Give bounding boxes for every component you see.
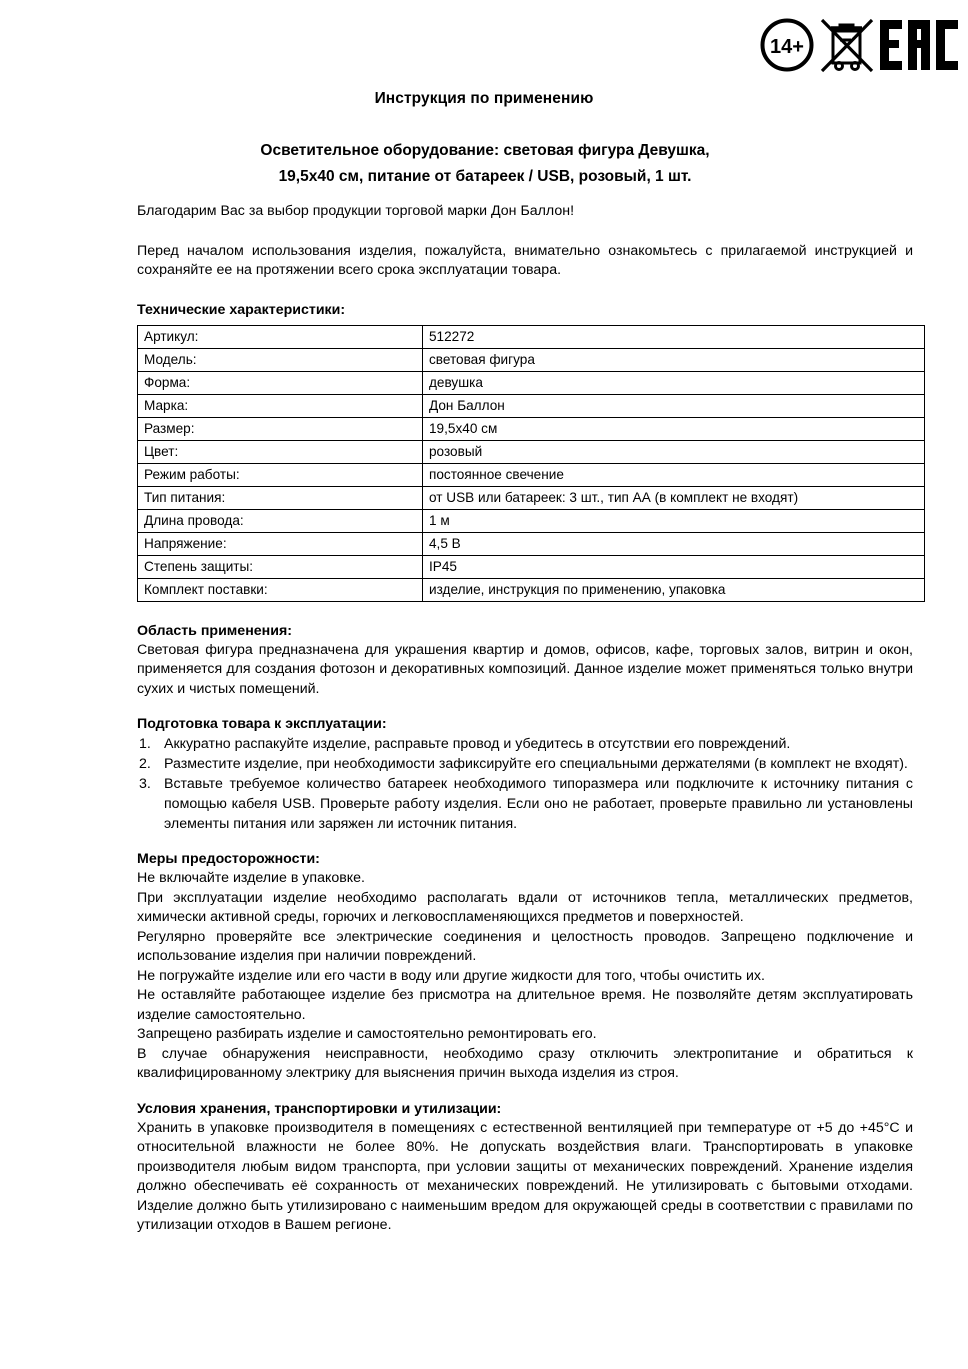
precaution-item: Не погружайте изделие или его части в воду или другие жидкости для того, чтобы очистить их.	[137, 967, 765, 984]
precaution-item: Регулярно проверяйте все электрические соединения и целостность проводов. Запрещено подключение и использование изделия при наличии повреждений.	[137, 928, 913, 964]
table-row	[138, 348, 925, 371]
table-row	[138, 371, 925, 394]
precaution-item: Не оставляйте работающее изделие без присмотра на длительное время. Не позволяйте детям эксплуатировать изделие самостоятельно.	[137, 987, 913, 1023]
spec-value: девушка	[423, 371, 925, 394]
spec-value: IP45	[423, 555, 925, 578]
precaution-item: При эксплуатации изделие необходимо располагать вдали от источников тепла, металлических предметов, химически активной среды, горючих и легковоспламеняющихся предметов и поверхностей.	[137, 889, 913, 925]
specifications-table	[137, 325, 925, 602]
preparation-heading: Подготовка товара к эксплуатации:	[137, 716, 387, 732]
spec-key: Напряжение:	[138, 532, 423, 555]
list-item: Разместите изделие, при необходимости зафиксируйте его специальными держателями (в комплект не входят).	[164, 756, 908, 772]
precautions-heading: Меры предосторожности:	[137, 851, 320, 867]
table-row	[138, 440, 925, 463]
thanks-paragraph: Благодарим Вас за выбор продукции торговой марки Дон Баллон!	[137, 203, 575, 219]
spec-value: 19,5х40 см	[423, 417, 925, 440]
age-14-plus-icon	[758, 16, 816, 74]
table-row	[138, 394, 925, 417]
weee-crossed-out-bin-icon	[818, 14, 876, 76]
notice-paragraph: Перед началом использования изделия, пожалуйста, внимательно ознакомьтесь с прилагаемой инструкцией и сохраняйте ее на протяжении всего срока эксплуатации товара.	[137, 242, 913, 278]
list-item: Аккуратно распакуйте изделие, расправьте провод и убедитесь в отсутствии его повреждений.	[164, 736, 791, 752]
spec-value: 4,5 В	[423, 532, 925, 555]
spec-key: Режим работы:	[138, 463, 423, 486]
document-body	[137, 202, 913, 1236]
spec-value: 1 м	[423, 509, 925, 532]
table-row	[138, 578, 925, 601]
table-row	[138, 463, 925, 486]
storage-text: Хранить в упаковке производителя в помещениях с естественной вентиляцией при температуре от +5 до +45°С и относительной влажности не более 80%. Не допускать воздействия влаги. Транспортировать в упаковке производителя любым видом транспорта, при условии защиты от механических повреждений. Хранение изделия должно обеспечивать её сохранность от механических повреждений. Не утилизировать с бытовыми отходами. Изделие должно быть утилизировано с наименьшим вредом для окружающей среды в соответствии с правилами по утилизации отходов в Вашем регионе.	[137, 1119, 913, 1233]
spec-value: 512272	[423, 325, 925, 348]
table-row	[138, 509, 925, 532]
table-row	[138, 486, 925, 509]
spec-key: Модель:	[138, 348, 423, 371]
storage-heading: Условия хранения, транспортировки и утилизации:	[137, 1100, 502, 1117]
precaution-item: В случае обнаружения неисправности, необходимо сразу отключить электропитание и обратиться к квалифицированному электрику для выяснения причин выхода изделия из строя.	[137, 1045, 913, 1081]
product-title	[140, 138, 830, 190]
product-title-line-2: 19,5х40 см, питание от батареек / USB, розовый, 1 шт.	[278, 168, 692, 185]
precaution-item: Не включайте изделие в упаковке.	[137, 870, 365, 886]
table-row	[138, 417, 925, 440]
spec-value: световая фигура	[423, 348, 925, 371]
spec-key: Степень защиты:	[138, 555, 423, 578]
application-heading: Область применения:	[137, 622, 292, 639]
spec-key: Марка:	[138, 394, 423, 417]
spec-key: Размер:	[138, 417, 423, 440]
spec-value: Дон Баллон	[423, 394, 925, 417]
table-row	[138, 555, 925, 578]
specs-heading: Технические характеристики:	[137, 301, 346, 318]
list-item: Вставьте требуемое количество батареек необходимого типоразмера или подключите к источнику питания с помощью кабеля USB. Проверьте работу изделия. Если оно не работает, проверьте правильно ли установлены элементы питания или заряжен ли источник питания.	[164, 776, 913, 832]
spec-value: постоянное свечение	[423, 463, 925, 486]
document-title: Инструкция по применению	[374, 90, 594, 107]
spec-value: изделие, инструкция по применению, упаковка	[423, 578, 925, 601]
preparation-steps	[137, 734, 913, 834]
application-text: Световая фигура предназначена для украшения квартир и домов, офисов, кафе, торговых залов, витрин и окон, применяется для создания фотозон и декоративных композиций. Данное изделие может применяться только внутри сухих и чистых помещений.	[137, 641, 913, 697]
spec-key: Цвет:	[138, 440, 423, 463]
table-row	[138, 325, 925, 348]
eac-conformity-mark-icon	[878, 16, 960, 74]
spec-key: Артикул:	[138, 325, 423, 348]
specifications-table-body	[138, 325, 925, 601]
precautions-list	[137, 869, 913, 1084]
table-row	[138, 532, 925, 555]
spec-key: Комплект поставки:	[138, 578, 423, 601]
svg-text:14+: 14+	[770, 36, 804, 58]
spec-value: от USB или батареек: 3 шт., тип АА (в комплект не входят)	[423, 486, 925, 509]
spec-key: Тип питания:	[138, 486, 423, 509]
compliance-symbols	[758, 10, 960, 80]
precaution-item: Запрещено разбирать изделие и самостоятельно ремонтировать его.	[137, 1026, 597, 1042]
spec-value: розовый	[423, 440, 925, 463]
spec-key: Длина провода:	[138, 509, 423, 532]
spec-key: Форма:	[138, 371, 423, 394]
product-title-line-1: Осветительное оборудование: световая фигура Девушка,	[260, 142, 710, 159]
